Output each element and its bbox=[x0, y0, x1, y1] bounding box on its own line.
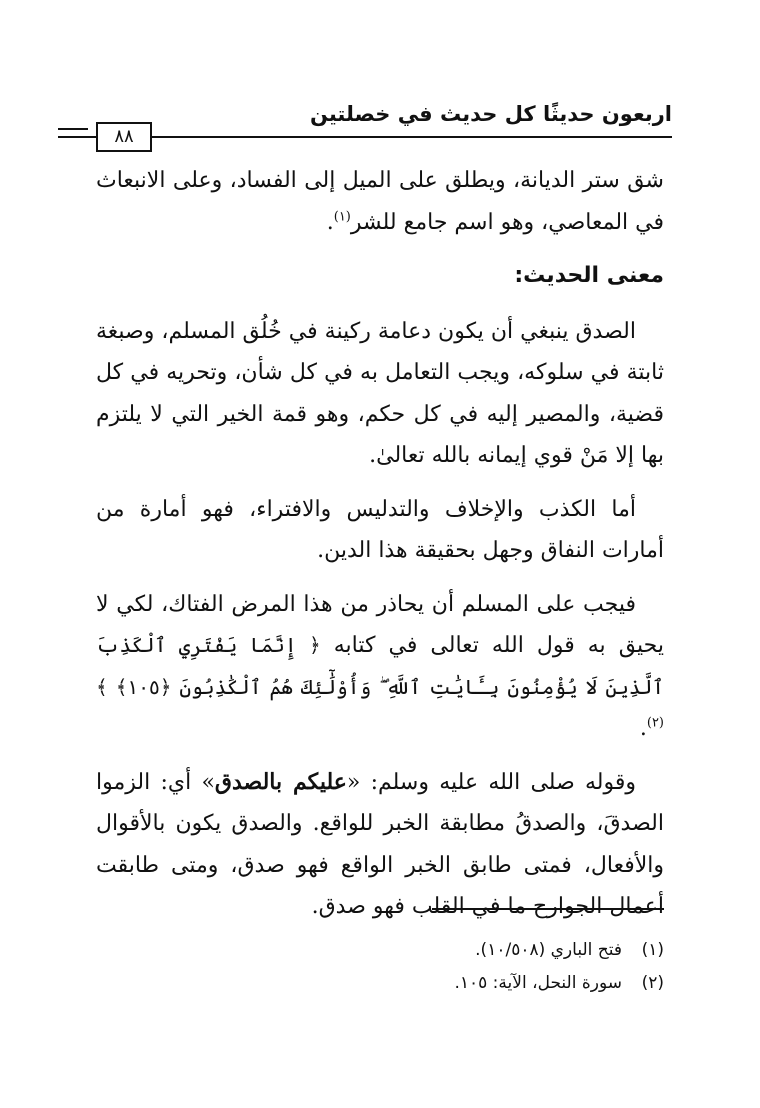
page-header bbox=[88, 96, 672, 156]
hadith-quote: عليكم بالصدق bbox=[214, 768, 347, 795]
footnote-1-number: (١) bbox=[641, 940, 664, 960]
quran-verse: ﴿ إِنَّمَا يَفْتَرِي ٱلْكَذِبَ ٱلَّذِينَ لَا يُؤْمِنُونَ بِـَٔايَٰتِ ٱللَّهِ ۖ وَأُوْلَٰٓئِكَ هُمُ ٱلْكَٰذِبُونَ ﴿١٠٥﴾ ﴾ bbox=[96, 633, 665, 699]
footnote-1 bbox=[96, 934, 664, 967]
footnote-2-number: (٢) bbox=[641, 973, 664, 993]
paragraph-1-text: شق ستر الديانة، ويطلق على الميل إلى الفساد، وعلى الانبعاث في المعاصي، وهو اسم جامع للشر bbox=[96, 168, 664, 235]
main-text bbox=[96, 160, 664, 940]
section-heading: معنى الحديث: bbox=[514, 263, 664, 288]
page-number-marker bbox=[58, 128, 88, 144]
footnotes bbox=[96, 934, 664, 1000]
footnote-separator bbox=[432, 908, 664, 910]
footnote-ref-2[interactable]: (٢) bbox=[646, 715, 664, 731]
paragraph-4-end: . bbox=[639, 716, 647, 741]
paragraph-4 bbox=[96, 584, 664, 750]
paragraph-5 bbox=[96, 762, 664, 928]
paragraph-3: أما الكذب والإخلاف والتدليس والافتراء، فهو أمارة من أمارات النفاق وجهل بحقيقة هذا الدين. bbox=[96, 496, 664, 563]
footnote-1-text: فتح الباري (١٠/٥٠٨). bbox=[475, 940, 622, 960]
paragraph-2: الصدق ينبغي أن يكون دعامة ركينة في خُلُق المسلم، وصبغة ثابتة في سلوكه، ويجب التعامل به في كل شأن، وتحريه في كل قضية، والمصير إليه في كل حكم، وهو قمة الخير التي لا يلتزم بها إلا مَنْ قوي إيمانه بالله تعالىٰ. bbox=[96, 318, 664, 468]
page-number: ٨٨ bbox=[96, 122, 152, 152]
footnote-2 bbox=[96, 967, 664, 1000]
paragraph-1-end: . bbox=[326, 209, 334, 235]
footnote-ref-1[interactable]: (١) bbox=[333, 209, 351, 225]
running-title: اربعون حديثًا كل حديث في خصلتين bbox=[309, 102, 672, 126]
paragraph-5-lead: وقوله صلى الله عليه وسلم: « bbox=[346, 769, 636, 795]
paragraph-4-text: فيجب على المسلم أن يحاذر من هذا المرض الفتاك، لكي لا يحيق به قول الله تعالى في كتابه bbox=[96, 591, 665, 658]
paragraph-1 bbox=[96, 160, 664, 243]
header-rule bbox=[88, 136, 672, 138]
footnote-2-text: سورة النحل، الآية: ١٠٥. bbox=[454, 973, 622, 993]
paragraph-5-rest: » أي: الزموا الصدقَ، والصدقُ مطابقة الخبر للواقع. والصدق يكون بالأقوال والأفعال، فمتى طابق الخبر الواقع فهو صدق، ومتى طابقت أعمال الجوارح ما في القلب فهو صدق. bbox=[96, 769, 664, 919]
